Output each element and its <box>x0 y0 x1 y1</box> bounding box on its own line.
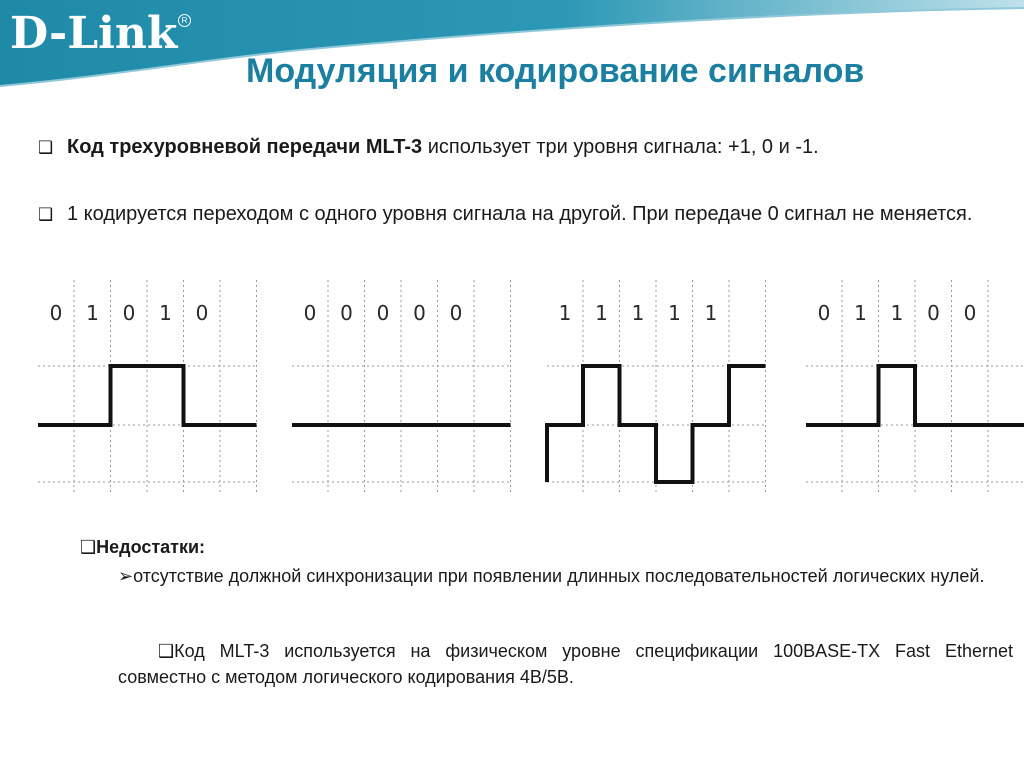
bit-label: 1 <box>631 301 645 325</box>
bullet-encoding-rule <box>38 200 996 229</box>
note-paragraph: ❑Код MLT-3 используется на физическом уровне спецификации 100BASE-TX Fast Ethernet совместно с методом логического кодирования 4B/5B. <box>118 641 1013 687</box>
checkbox-icon: ❑ <box>38 205 54 224</box>
registered-mark-icon: R <box>178 14 191 27</box>
dlink-logo: D-Link <box>10 8 178 59</box>
mlt3-waveform-diagrams <box>0 270 1024 505</box>
bit-label: 1 <box>854 301 867 325</box>
bit-label: 0 <box>963 301 977 325</box>
bit-label: 1 <box>668 301 681 325</box>
bit-label: 1 <box>890 301 904 325</box>
bullet-text: 1 кодируется переходом с одного уровня сигнала на другой. При передаче 0 сигнал не меняется. <box>67 203 973 225</box>
bit-label: 0 <box>303 301 317 325</box>
bit-label: 0 <box>927 301 940 325</box>
bit-label: 1 <box>558 301 572 325</box>
bit-label: 1 <box>704 301 718 325</box>
bit-label: 0 <box>122 301 136 325</box>
bullet-text: использует три уровня сигнала: +1, 0 и -1. <box>422 136 819 158</box>
bit-label: 0 <box>195 301 209 325</box>
bit-label: 0 <box>413 301 426 325</box>
page-title: Модуляция и кодирование сигналов <box>246 52 865 90</box>
bit-label: 0 <box>449 301 463 325</box>
bullet-bold-text: Код трехуровневой передачи MLT-3 <box>67 136 423 158</box>
bit-label: 0 <box>49 301 63 325</box>
drawback-item: ➢отсутствие должной синхронизации при появлении длинных последовательностей логических нулей. <box>118 566 985 586</box>
bit-label: 0 <box>376 301 390 325</box>
arrowhead-icon: ➢ <box>118 566 134 586</box>
bit-label: 1 <box>595 301 608 325</box>
bit-label: 0 <box>340 301 353 325</box>
drawbacks-heading: ❑Недостатки: <box>80 537 206 557</box>
checkbox-icon: ❑ <box>38 138 54 157</box>
bit-label: 1 <box>159 301 172 325</box>
checkbox-icon: ❑ <box>158 641 175 661</box>
signal-waveform <box>806 366 1024 425</box>
bit-label: 1 <box>86 301 99 325</box>
checkbox-icon: ❑ <box>80 537 97 557</box>
bit-label: 0 <box>817 301 831 325</box>
signal-waveform <box>547 366 766 482</box>
bullet-mlt3-definition <box>38 133 996 162</box>
